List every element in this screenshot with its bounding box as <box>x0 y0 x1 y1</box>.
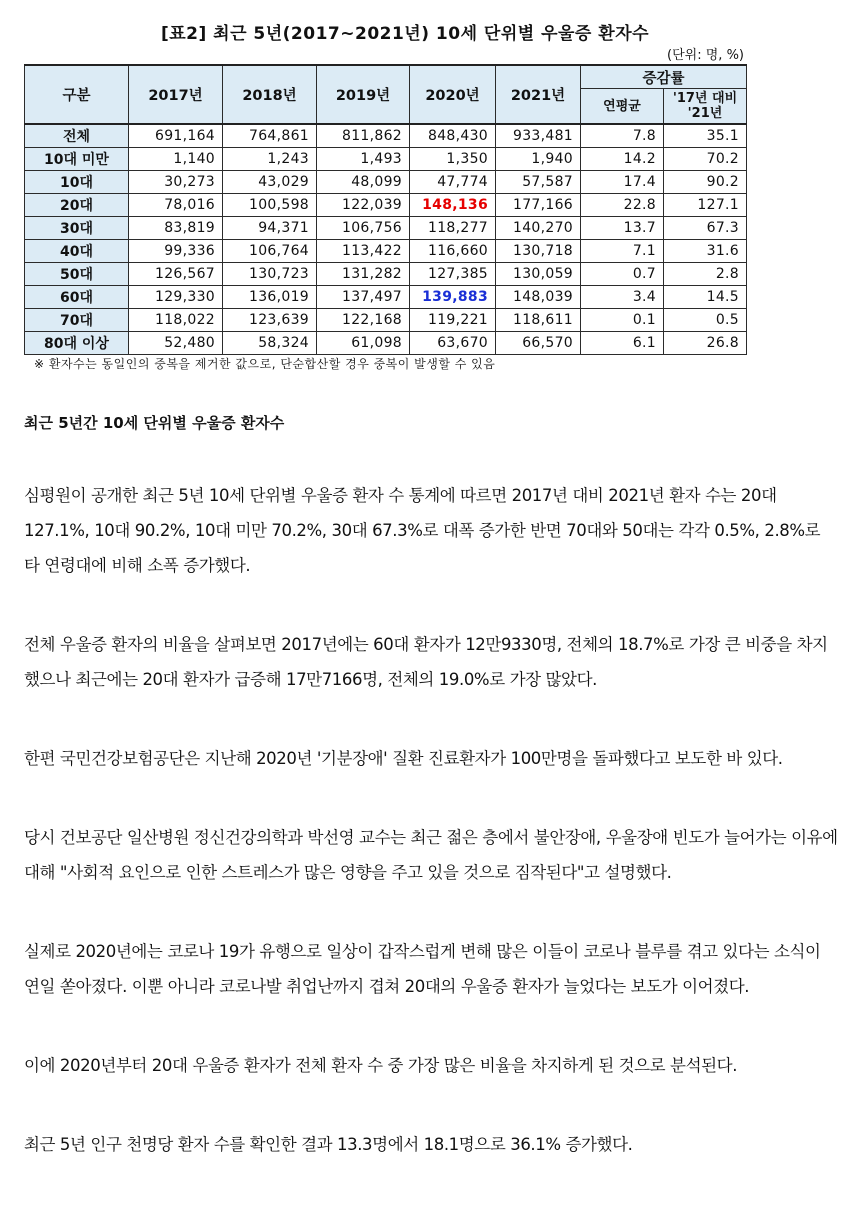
year-value-cell: 106,764 <box>223 240 317 263</box>
year-value-cell: 43,029 <box>223 171 317 194</box>
row-label: 전체 <box>25 124 129 148</box>
header-year: 2018년 <box>223 65 317 124</box>
row-label: 20대 <box>25 194 129 217</box>
year-value-cell: 116,660 <box>410 240 496 263</box>
year-value-cell: 1,940 <box>496 148 581 171</box>
avg-rate-cell: 14.2 <box>581 148 664 171</box>
article-paragraph: 한편 국민건강보험공단은 지난해 2020년 '기분장애' 질환 진료환자가 100만명을 돌파했다고 보도한 바 있다. <box>24 749 783 768</box>
year-value-cell: 118,022 <box>129 309 223 332</box>
year-value-cell: 48,099 <box>317 171 410 194</box>
avg-rate-cell: 6.1 <box>581 332 664 355</box>
header-year: 2021년 <box>496 65 581 124</box>
year-value-cell: 136,019 <box>223 286 317 309</box>
change-rate-cell: 90.2 <box>664 171 747 194</box>
year-value-cell: 140,270 <box>496 217 581 240</box>
year-value-cell: 113,422 <box>317 240 410 263</box>
change-rate-cell: 127.1 <box>664 194 747 217</box>
row-label: 10대 미만 <box>25 148 129 171</box>
table-row <box>25 263 747 286</box>
year-value-cell: 1,243 <box>223 148 317 171</box>
year-value-cell: 764,861 <box>223 124 317 148</box>
avg-rate-cell: 17.4 <box>581 171 664 194</box>
year-value-cell: 47,774 <box>410 171 496 194</box>
year-value-cell: 30,273 <box>129 171 223 194</box>
table-row <box>25 124 747 148</box>
header-avg: 연평균 <box>581 89 664 125</box>
year-value-cell: 52,480 <box>129 332 223 355</box>
year-value-cell: 848,430 <box>410 124 496 148</box>
year-value-cell: 127,385 <box>410 263 496 286</box>
avg-rate-cell: 7.1 <box>581 240 664 263</box>
year-value-cell: 119,221 <box>410 309 496 332</box>
year-value-cell: 130,723 <box>223 263 317 286</box>
change-rate-cell: 2.8 <box>664 263 747 286</box>
header-period <box>664 89 747 125</box>
table-row <box>25 286 747 309</box>
row-label: 30대 <box>25 217 129 240</box>
year-value-cell: 139,883 <box>410 286 496 309</box>
table-title: [표2] 최근 5년(2017~2021년) 10세 단위별 우울증 환자수 <box>160 24 650 44</box>
year-value-cell: 83,819 <box>129 217 223 240</box>
year-value-cell: 123,639 <box>223 309 317 332</box>
year-value-cell: 94,371 <box>223 217 317 240</box>
year-value-cell: 100,598 <box>223 194 317 217</box>
figure-caption: 최근 5년간 10세 단위별 우울증 환자수 <box>24 414 285 432</box>
article-paragraph: 전체 우울증 환자의 비율을 살펴보면 2017년에는 60대 환자가 12만9330명, 전체의 18.7%로 가장 큰 비중을 차지했으나 최근에는 20대 환자가 급증해 17만7166명, 전체의 19.0%로 가장 많았다. <box>24 635 828 689</box>
article-paragraph: 이에 2020년부터 20대 우울증 환자가 전체 환자 수 중 가장 많은 비율을 차지하게 된 것으로 분석된다. <box>24 1056 738 1075</box>
header-year: 2017년 <box>129 65 223 124</box>
year-value-cell: 99,336 <box>129 240 223 263</box>
year-value-cell: 58,324 <box>223 332 317 355</box>
table-note: ※ 환자수는 동일인의 중복을 제거한 값으로, 단순합산할 경우 중복이 발생할 수 있음 <box>34 357 496 371</box>
table-row <box>25 148 747 171</box>
year-value-cell: 61,098 <box>317 332 410 355</box>
row-label: 80대 이상 <box>25 332 129 355</box>
table-row <box>25 309 747 332</box>
year-value-cell: 1,140 <box>129 148 223 171</box>
change-rate-cell: 70.2 <box>664 148 747 171</box>
avg-rate-cell: 0.1 <box>581 309 664 332</box>
avg-rate-cell: 0.7 <box>581 263 664 286</box>
article-paragraph: 실제로 2020년에는 코로나 19가 유행으로 일상이 갑작스럽게 변해 많은 이들이 코로나 블루를 겪고 있다는 소식이 연일 쏟아졌다. 이뿐 아니라 코로나발 취업난까지 겹쳐 20대의 우울증 환자가 늘었다는 보도가 이어졌다. <box>24 942 821 996</box>
table-row <box>25 171 747 194</box>
avg-rate-cell: 13.7 <box>581 217 664 240</box>
year-value-cell: 137,497 <box>317 286 410 309</box>
table-row <box>25 194 747 217</box>
header-period-line1: '17년 대비 <box>672 91 738 106</box>
change-rate-cell: 67.3 <box>664 217 747 240</box>
year-value-cell: 122,168 <box>317 309 410 332</box>
year-value-cell: 1,493 <box>317 148 410 171</box>
year-value-cell: 118,611 <box>496 309 581 332</box>
header-year: 2020년 <box>410 65 496 124</box>
article-paragraph: 심평원이 공개한 최근 5년 10세 단위별 우울증 환자 수 통계에 따르면 2017년 대비 2021년 환자 수는 20대 127.1%, 10대 90.2%, 10대 미만 70.2%, 30대 67.3%로 대폭 증가한 반면 70대와 50대는 각각 0.5%, 2.8%로 타 연령대에 비해 소폭 증가했다. <box>24 486 821 575</box>
change-rate-cell: 14.5 <box>664 286 747 309</box>
year-value-cell: 691,164 <box>129 124 223 148</box>
year-value-cell: 78,016 <box>129 194 223 217</box>
patient-stats-table <box>24 64 747 355</box>
year-value-cell: 1,350 <box>410 148 496 171</box>
header-change: 증감률 <box>581 65 747 89</box>
article-paragraph: 최근 5년 인구 천명당 환자 수를 확인한 결과 13.3명에서 18.1명으로 36.1% 증가했다. <box>24 1135 633 1154</box>
year-value-cell: 148,136 <box>410 194 496 217</box>
header-year: 2019년 <box>317 65 410 124</box>
year-value-cell: 57,587 <box>496 171 581 194</box>
year-value-cell: 131,282 <box>317 263 410 286</box>
change-rate-cell: 0.5 <box>664 309 747 332</box>
table-unit: (단위: 명, %) <box>667 48 744 63</box>
row-label: 70대 <box>25 309 129 332</box>
year-value-cell: 148,039 <box>496 286 581 309</box>
avg-rate-cell: 22.8 <box>581 194 664 217</box>
avg-rate-cell: 3.4 <box>581 286 664 309</box>
year-value-cell: 177,166 <box>496 194 581 217</box>
change-rate-cell: 35.1 <box>664 124 747 148</box>
row-label: 40대 <box>25 240 129 263</box>
year-value-cell: 106,756 <box>317 217 410 240</box>
table-row <box>25 217 747 240</box>
article-paragraph: 당시 건보공단 일산병원 정신건강의학과 박선영 교수는 최근 젊은 층에서 불안장애, 우울장애 빈도가 늘어가는 이유에 대해 "사회적 요인으로 인한 스트레스가 많은 영향을 주고 있을 것으로 짐작된다"고 설명했다. <box>24 828 838 882</box>
row-label: 60대 <box>25 286 129 309</box>
row-label: 10대 <box>25 171 129 194</box>
year-value-cell: 66,570 <box>496 332 581 355</box>
table-figure <box>24 20 746 373</box>
avg-rate-cell: 7.8 <box>581 124 664 148</box>
year-value-cell: 811,862 <box>317 124 410 148</box>
year-value-cell: 933,481 <box>496 124 581 148</box>
year-value-cell: 126,567 <box>129 263 223 286</box>
row-label: 50대 <box>25 263 129 286</box>
change-rate-cell: 31.6 <box>664 240 747 263</box>
header-group: 구분 <box>25 65 129 124</box>
year-value-cell: 129,330 <box>129 286 223 309</box>
table-row <box>25 332 747 355</box>
header-period-line2: '21년 <box>687 106 723 121</box>
year-value-cell: 63,670 <box>410 332 496 355</box>
article-body <box>24 478 839 1206</box>
year-value-cell: 130,718 <box>496 240 581 263</box>
change-rate-cell: 26.8 <box>664 332 747 355</box>
table-row <box>25 240 747 263</box>
year-value-cell: 118,277 <box>410 217 496 240</box>
year-value-cell: 122,039 <box>317 194 410 217</box>
year-value-cell: 130,059 <box>496 263 581 286</box>
